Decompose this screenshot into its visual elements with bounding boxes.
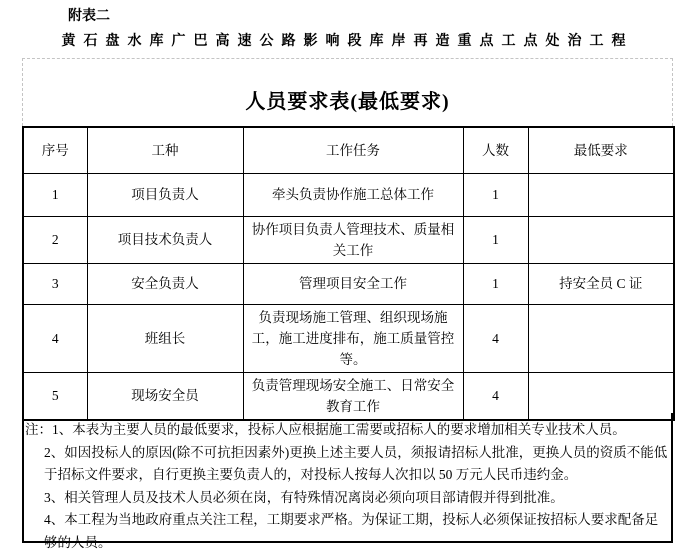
cell-count: 1 xyxy=(463,263,528,304)
table-row xyxy=(23,173,674,216)
cell-role: 项目技术负责人 xyxy=(87,216,243,263)
col-header-serial: 序号 xyxy=(23,127,87,173)
cell-min-req xyxy=(528,173,674,216)
cell-task: 牵头负责协作施工总体工作 xyxy=(243,173,463,216)
cell-min-req: 持安全员 C 证 xyxy=(528,263,674,304)
cell-count: 1 xyxy=(463,173,528,216)
cell-count: 1 xyxy=(463,216,528,263)
cell-serial: 3 xyxy=(23,263,87,304)
cell-count: 4 xyxy=(463,304,528,372)
note-text: 1、本表为主要人员的最低要求，投标人应根据施工需要或招标人的要求增加相关专业技术人员。 xyxy=(52,422,626,437)
notes-section xyxy=(22,413,673,550)
cell-serial: 2 xyxy=(23,216,87,263)
table-row xyxy=(23,263,674,304)
cell-role: 安全负责人 xyxy=(87,263,243,304)
cell-serial: 5 xyxy=(23,372,87,420)
note-line: 4、本工程为当地政府重点关注工程，工期要求严格。为保证工期，投标人必须保证按招标人要求配备足够的人员。 xyxy=(44,512,659,550)
cell-min-req xyxy=(528,304,674,372)
cell-serial: 4 xyxy=(23,304,87,372)
cell-task: 负责现场施工管理、组织现场施工，施工进度排布，施工质量管控等。 xyxy=(243,304,463,372)
personnel-table xyxy=(22,126,675,421)
col-header-task: 工作任务 xyxy=(243,127,463,173)
table-title-box xyxy=(22,58,673,126)
cell-task: 负责管理现场安全施工、日常安全教育工作 xyxy=(243,372,463,420)
cell-task: 管理项目安全工作 xyxy=(243,263,463,304)
table-title: 人员要求表(最低要求) xyxy=(245,91,450,113)
cell-role: 班组长 xyxy=(87,304,243,372)
cell-task: 协作项目负责人管理技术、质量相关工作 xyxy=(243,216,463,263)
project-title: 黄石盘水库广巴高速公路影响段库岸再造重点工点处治工程 xyxy=(61,34,634,49)
note-line: 3、相关管理人员及技术人员必须在岗，有特殊情况离岗必须向项目部请假并得到批准。 xyxy=(44,489,564,505)
cell-role: 项目负责人 xyxy=(87,173,243,216)
col-header-min-req: 最低要求 xyxy=(528,127,674,173)
col-header-count: 人数 xyxy=(463,127,528,173)
table-row xyxy=(23,216,674,263)
cell-count: 4 xyxy=(463,372,528,420)
note-line: 2、如因投标人的原因(除不可抗拒因素外)更换上述主要人员，须报请招标人批准，更换人员的资质不能低于招标文件要求，自行更换主要负责人的，对投标人按每人次扣以 50 万元人民币违约金。 xyxy=(44,444,668,482)
table-row xyxy=(23,304,674,372)
cell-serial: 1 xyxy=(23,173,87,216)
table-header-row xyxy=(23,127,674,173)
col-header-role: 工种 xyxy=(87,127,243,173)
annex-label: 附表二 xyxy=(68,9,110,24)
notes-label: 注： xyxy=(25,422,52,437)
cell-min-req xyxy=(528,216,674,263)
note-line xyxy=(25,419,669,442)
cell-role: 现场安全员 xyxy=(87,372,243,420)
